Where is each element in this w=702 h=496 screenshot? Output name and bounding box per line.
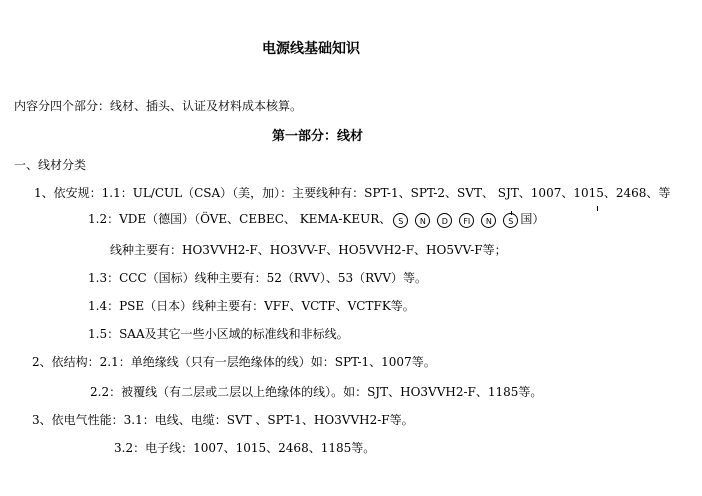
mark-stroke xyxy=(511,211,512,215)
safety-line-pse: 1.4：PSE（日本）线种主要有：VFF、VCTF、VCTFK等。 xyxy=(88,299,415,313)
mark-s-icon: S xyxy=(503,213,518,228)
certification-marks xyxy=(393,212,518,228)
vde-wire-types: 线种主要有：HO3VVH2-F、HO3VV-F、HO5VVH2-F、HO5VV-F等； xyxy=(110,243,507,257)
safety-line-saa: 1.5：SAA及其它一些小区域的标准线和非标线。 xyxy=(88,327,349,341)
safety-line-ul: 1、依安规：1.1：UL/CUL（CSA）（美，加）：主要线种有：SPT-1、SPT-2、SVT、 SJT、1007、1015、2468、等 xyxy=(34,186,671,200)
vde-suffix: 国） xyxy=(520,212,545,226)
document-title: 电源线基础知识 xyxy=(262,41,360,57)
electrical-line-electronic: 3.2：电子线：1007、1015、2468、1185等。 xyxy=(114,441,376,455)
safety-line-vde xyxy=(88,211,544,228)
part-heading: 第一部分：线材 xyxy=(272,129,364,144)
electrical-line-cable: 3、依电气性能：3.1：电线、电缆：SVT 、SPT-1、HO3VVH2-F等。 xyxy=(32,413,414,427)
mark-fi-finland-icon: FI xyxy=(459,213,474,228)
stray-tick-mark xyxy=(597,206,598,211)
mark-n-icon: N xyxy=(481,213,496,228)
structure-line-sheathed: 2.2：被覆线（有二层或二层以上绝缘体的线）。如：SJT、HO3VVH2-F、1185等。 xyxy=(90,385,543,399)
mark-d-denmark-icon: D xyxy=(437,213,452,228)
structure-line-single: 2、依结构：2.1：单绝缘线（只有一层绝缘体的线）如：SPT-1、1007等。 xyxy=(32,355,436,369)
mark-s-sweden-icon: S xyxy=(393,213,408,228)
mark-n-norway-icon: N xyxy=(415,213,430,228)
safety-line-ccc: 1.3：CCC（国标）线种主要有：52（RVV）、53（RVV）等。 xyxy=(88,271,428,285)
intro-paragraph: 内容分四个部分：线材、插头、认证及材料成本核算。 xyxy=(14,99,303,113)
section-heading: 一、线材分类 xyxy=(14,158,87,172)
vde-prefix: 1.2：VDE（德国）（ÖVE、CEBEC、 KEMA-KEUR、 xyxy=(88,212,392,226)
